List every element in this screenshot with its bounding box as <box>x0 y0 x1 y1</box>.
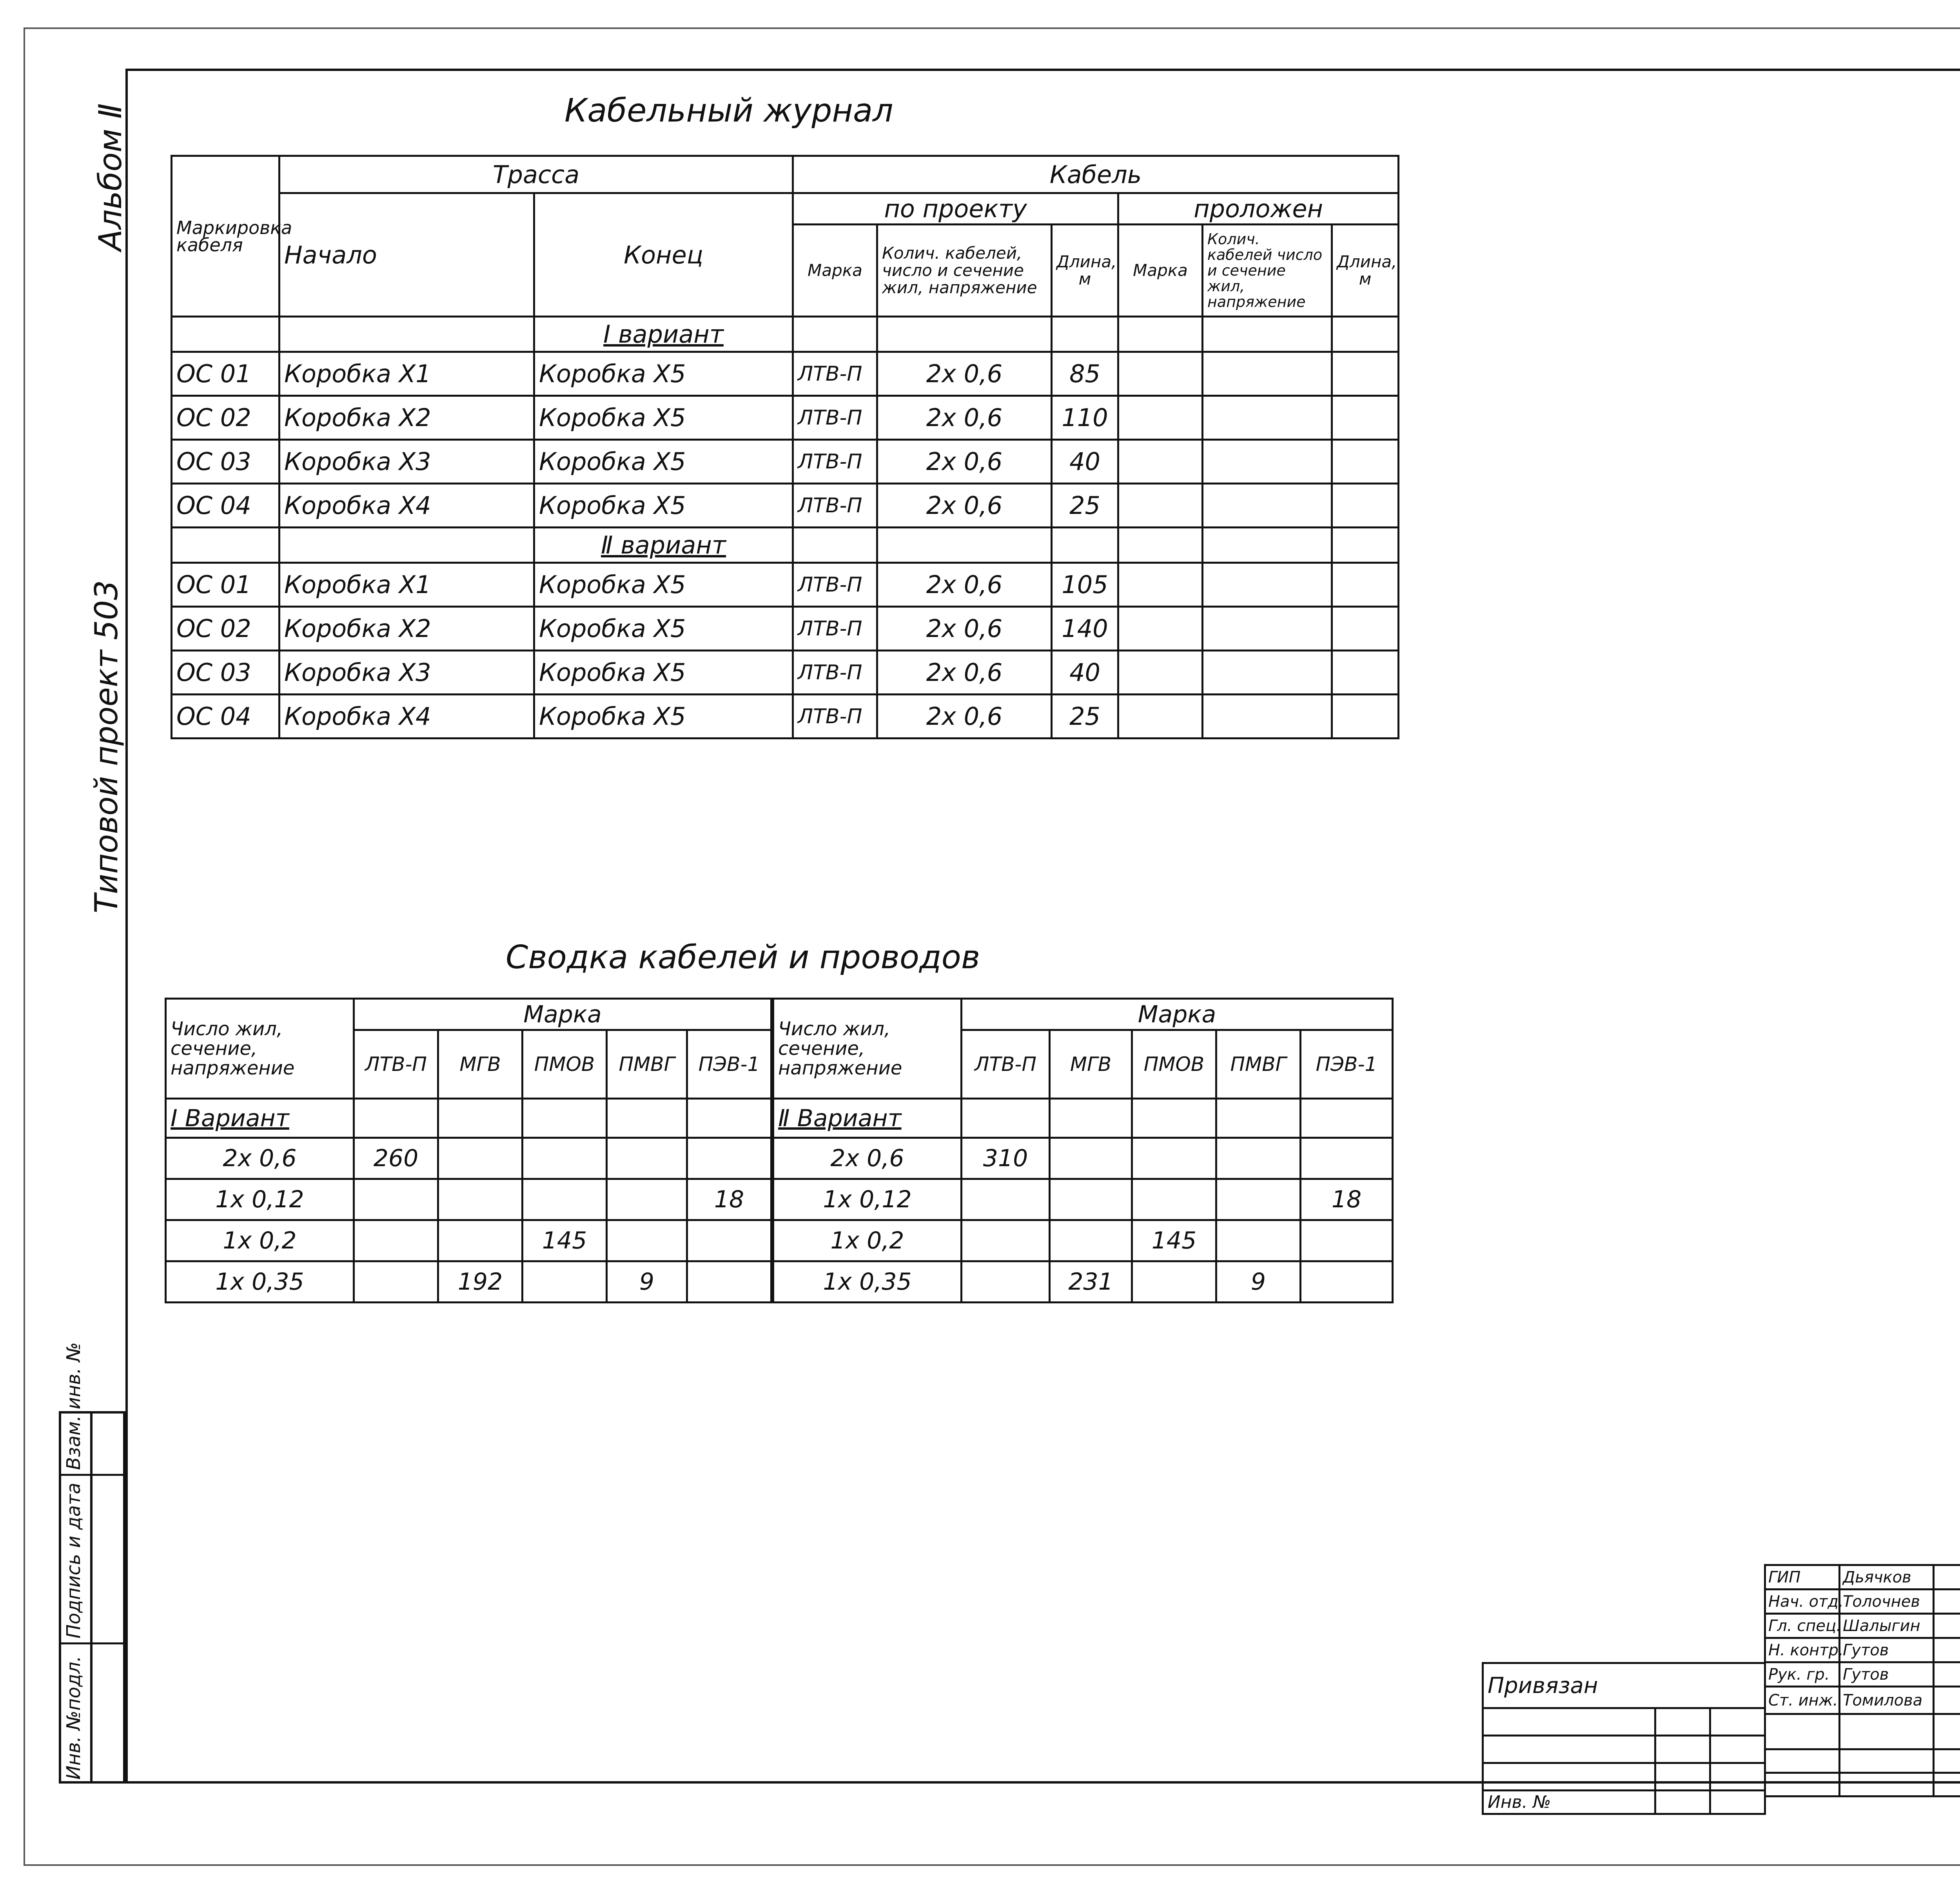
cable-mark: ОС 02 <box>172 607 279 651</box>
signer-role: Н. контр. <box>1765 1638 1840 1662</box>
summary-table-variant1 <box>165 998 772 1303</box>
h-length: Длина, м <box>1052 225 1118 317</box>
length-value <box>1132 1261 1216 1303</box>
length-value <box>438 1138 523 1179</box>
table-row <box>172 484 1399 528</box>
length-value: 145 <box>1132 1220 1216 1261</box>
route-start: Коробка Х1 <box>279 352 534 396</box>
length-value: 231 <box>1050 1261 1132 1303</box>
project-label: Типовой проект 503 <box>88 580 125 913</box>
route-end: Коробка Х5 <box>534 440 793 484</box>
route-end: Коробка Х5 <box>534 651 793 695</box>
cable-mark: ОС 03 <box>172 651 279 695</box>
section-value: 1х 0,12 <box>773 1179 962 1220</box>
section-value: 1х 0,35 <box>166 1261 354 1303</box>
h-count: Колич. кабелей, число и сечение жил, напряжение <box>877 225 1052 317</box>
variant1-label: Ⅰ вариант <box>534 317 793 352</box>
h-by-project: по проекту <box>793 193 1118 225</box>
cable-brand: ЛТВ-П <box>793 607 877 651</box>
length-value <box>1050 1220 1132 1261</box>
signer-name: Толочнев <box>1840 1590 1934 1614</box>
cable-brand: ЛТВ-П <box>793 563 877 607</box>
section-value: 1х 0,35 <box>773 1261 962 1303</box>
length-value <box>962 1261 1050 1303</box>
cable-mark: ОС 01 <box>172 352 279 396</box>
table-row <box>172 352 1399 396</box>
signer-signature <box>1934 1662 1960 1687</box>
cable-length: 110 <box>1052 396 1118 440</box>
s1-h-sections: Число жил, сечение, напряжение <box>166 999 354 1099</box>
table-row <box>773 1138 1393 1179</box>
signer-signature <box>1934 1614 1960 1638</box>
variant2-label: Ⅱ вариант <box>534 528 793 563</box>
cable-brand: ЛТВ-П <box>793 352 877 396</box>
album-label: Альбом Ⅱ <box>92 103 129 251</box>
length-value <box>354 1179 438 1220</box>
inv-label: Инв. № <box>1483 1791 1655 1814</box>
length-value: 18 <box>687 1179 771 1220</box>
length-value <box>1050 1138 1132 1179</box>
length-value <box>607 1179 687 1220</box>
cable-length: 25 <box>1052 484 1118 528</box>
title-block <box>1764 1564 1960 1797</box>
h-route: Трасса <box>279 156 793 193</box>
length-value: 310 <box>962 1138 1050 1179</box>
cable-section: 2х 0,6 <box>877 563 1052 607</box>
summary-table-variant2 <box>772 998 1394 1303</box>
cable-length: 40 <box>1052 651 1118 695</box>
length-value <box>523 1261 607 1303</box>
cable-length: 25 <box>1052 695 1118 739</box>
table-row <box>166 1261 771 1303</box>
side-stamp-inv: Инв. №подл. <box>63 1656 85 1780</box>
cable-length: 140 <box>1052 607 1118 651</box>
cable-brand: ЛТВ-П <box>793 651 877 695</box>
cable-length: 40 <box>1052 440 1118 484</box>
signer-signature <box>1934 1638 1960 1662</box>
binding-block <box>1482 1662 1766 1815</box>
length-value: 9 <box>607 1261 687 1303</box>
section-value: 1х 0,12 <box>166 1179 354 1220</box>
section-value: 1х 0,2 <box>166 1220 354 1261</box>
table-row <box>172 563 1399 607</box>
length-value <box>1216 1220 1301 1261</box>
cable-section: 2х 0,6 <box>877 695 1052 739</box>
cable-section: 2х 0,6 <box>877 607 1052 651</box>
brand-header: ЛТВ-П <box>962 1030 1050 1099</box>
signer-signature <box>1934 1687 1960 1714</box>
signer-role: Гл. спец. <box>1765 1614 1840 1638</box>
side-stamp-sign: Подпись и дата <box>63 1482 85 1639</box>
route-end: Коробка Х5 <box>534 695 793 739</box>
table-row <box>172 396 1399 440</box>
h-end: Конец <box>534 193 793 317</box>
cable-brand: ЛТВ-П <box>793 695 877 739</box>
brand-header: МГВ <box>1050 1030 1132 1099</box>
brand-header: МГВ <box>438 1030 523 1099</box>
signer-name: Томилова <box>1840 1687 1934 1714</box>
route-end: Коробка Х5 <box>534 484 793 528</box>
section-value: 1х 0,2 <box>773 1220 962 1261</box>
cable-mark: ОС 04 <box>172 695 279 739</box>
h-laid: проложен <box>1118 193 1399 225</box>
cable-section: 2х 0,6 <box>877 440 1052 484</box>
s1-h-brand: Марка <box>354 999 771 1030</box>
length-value <box>1132 1179 1216 1220</box>
cable-mark: ОС 02 <box>172 396 279 440</box>
cable-section: 2х 0,6 <box>877 396 1052 440</box>
length-value <box>354 1261 438 1303</box>
route-start: Коробка Х3 <box>279 440 534 484</box>
h-brand: Марка <box>793 225 877 317</box>
cable-mark: ОС 03 <box>172 440 279 484</box>
length-value <box>687 1138 771 1179</box>
table-row <box>773 1220 1393 1261</box>
brand-header: ЛТВ-П <box>354 1030 438 1099</box>
s2-variant: Ⅱ Вариант <box>773 1099 962 1138</box>
h-length2: Длина, м <box>1332 225 1399 317</box>
cable-brand: ЛТВ-П <box>793 440 877 484</box>
length-value <box>1216 1179 1301 1220</box>
length-value: 192 <box>438 1261 523 1303</box>
h-count2: Колич. кабелей число и сечение жил, напряжение <box>1203 225 1332 317</box>
h-brand2: Марка <box>1118 225 1203 317</box>
length-value <box>607 1220 687 1261</box>
table-row <box>166 1179 771 1220</box>
route-start: Коробка Х2 <box>279 396 534 440</box>
length-value <box>607 1138 687 1179</box>
side-stamp-replace: Взам. инв. № <box>63 1342 85 1470</box>
brand-header: ПМВГ <box>1216 1030 1301 1099</box>
table-row <box>172 440 1399 484</box>
route-end: Коробка Х5 <box>534 352 793 396</box>
brand-header: ПЭВ-1 <box>1301 1030 1393 1099</box>
cable-brand: ЛТВ-П <box>793 484 877 528</box>
signer-signature <box>1934 1590 1960 1614</box>
journal-title: Кабельный журнал <box>564 92 893 129</box>
table-row <box>166 1138 771 1179</box>
table-row <box>172 607 1399 651</box>
bound-label: Привязан <box>1483 1663 1765 1708</box>
s1-variant: Ⅰ Вариант <box>166 1099 354 1138</box>
length-value: 145 <box>523 1220 607 1261</box>
section-value: 2х 0,6 <box>773 1138 962 1179</box>
section-value: 2х 0,6 <box>166 1138 354 1179</box>
signer-name: Гутов <box>1840 1662 1934 1687</box>
cable-mark: ОС 01 <box>172 563 279 607</box>
length-value: 9 <box>1216 1261 1301 1303</box>
length-value <box>354 1220 438 1261</box>
length-value <box>523 1138 607 1179</box>
length-value <box>523 1179 607 1220</box>
signer-role: Ст. инж. <box>1765 1687 1840 1714</box>
cable-brand: ЛТВ-П <box>793 396 877 440</box>
h-marking: Маркировка кабеля <box>172 156 279 317</box>
length-value <box>438 1179 523 1220</box>
signer-name: Шалыгин <box>1840 1614 1934 1638</box>
cable-section: 2х 0,6 <box>877 352 1052 396</box>
signer-signature <box>1934 1565 1960 1590</box>
length-value <box>687 1261 771 1303</box>
cable-journal-table <box>171 155 1399 739</box>
table-row <box>773 1179 1393 1220</box>
route-end: Коробка Х5 <box>534 396 793 440</box>
cable-length: 105 <box>1052 563 1118 607</box>
cable-section: 2х 0,6 <box>877 651 1052 695</box>
table-row <box>773 1261 1393 1303</box>
length-value <box>1216 1138 1301 1179</box>
signer-role: ГИП <box>1765 1565 1840 1590</box>
table-row <box>166 1220 771 1261</box>
route-end: Коробка Х5 <box>534 607 793 651</box>
brand-header: ПМОВ <box>1132 1030 1216 1099</box>
length-value <box>1132 1138 1216 1179</box>
length-value: 18 <box>1301 1179 1393 1220</box>
cable-section: 2х 0,6 <box>877 484 1052 528</box>
s2-h-brand: Марка <box>962 999 1393 1030</box>
brand-header: ПМОВ <box>523 1030 607 1099</box>
route-end: Коробка Х5 <box>534 563 793 607</box>
length-value <box>438 1220 523 1261</box>
route-start: Коробка Х2 <box>279 607 534 651</box>
h-cable: Кабель <box>793 156 1399 193</box>
route-start: Коробка Х1 <box>279 563 534 607</box>
h-start: Начало <box>279 193 534 317</box>
summary-title: Сводка кабелей и проводов <box>506 939 980 976</box>
cable-length: 85 <box>1052 352 1118 396</box>
signer-name: Гутов <box>1840 1638 1934 1662</box>
length-value: 260 <box>354 1138 438 1179</box>
length-value <box>1301 1220 1393 1261</box>
length-value <box>1301 1138 1393 1179</box>
length-value <box>687 1220 771 1261</box>
length-value <box>962 1179 1050 1220</box>
length-value <box>1050 1179 1132 1220</box>
table-row <box>172 695 1399 739</box>
s2-h-sections: Число жил, сечение, напряжение <box>773 999 962 1099</box>
signer-role: Нач. отд. <box>1765 1590 1840 1614</box>
cable-mark: ОС 04 <box>172 484 279 528</box>
brand-header: ПМВГ <box>607 1030 687 1099</box>
length-value <box>1301 1261 1393 1303</box>
route-start: Коробка Х4 <box>279 695 534 739</box>
signer-name: Дьячков <box>1840 1565 1934 1590</box>
table-row <box>172 651 1399 695</box>
route-start: Коробка Х4 <box>279 484 534 528</box>
signer-role: Рук. гр. <box>1765 1662 1840 1687</box>
brand-header: ПЭВ-1 <box>687 1030 771 1099</box>
route-start: Коробка Х3 <box>279 651 534 695</box>
length-value <box>962 1220 1050 1261</box>
